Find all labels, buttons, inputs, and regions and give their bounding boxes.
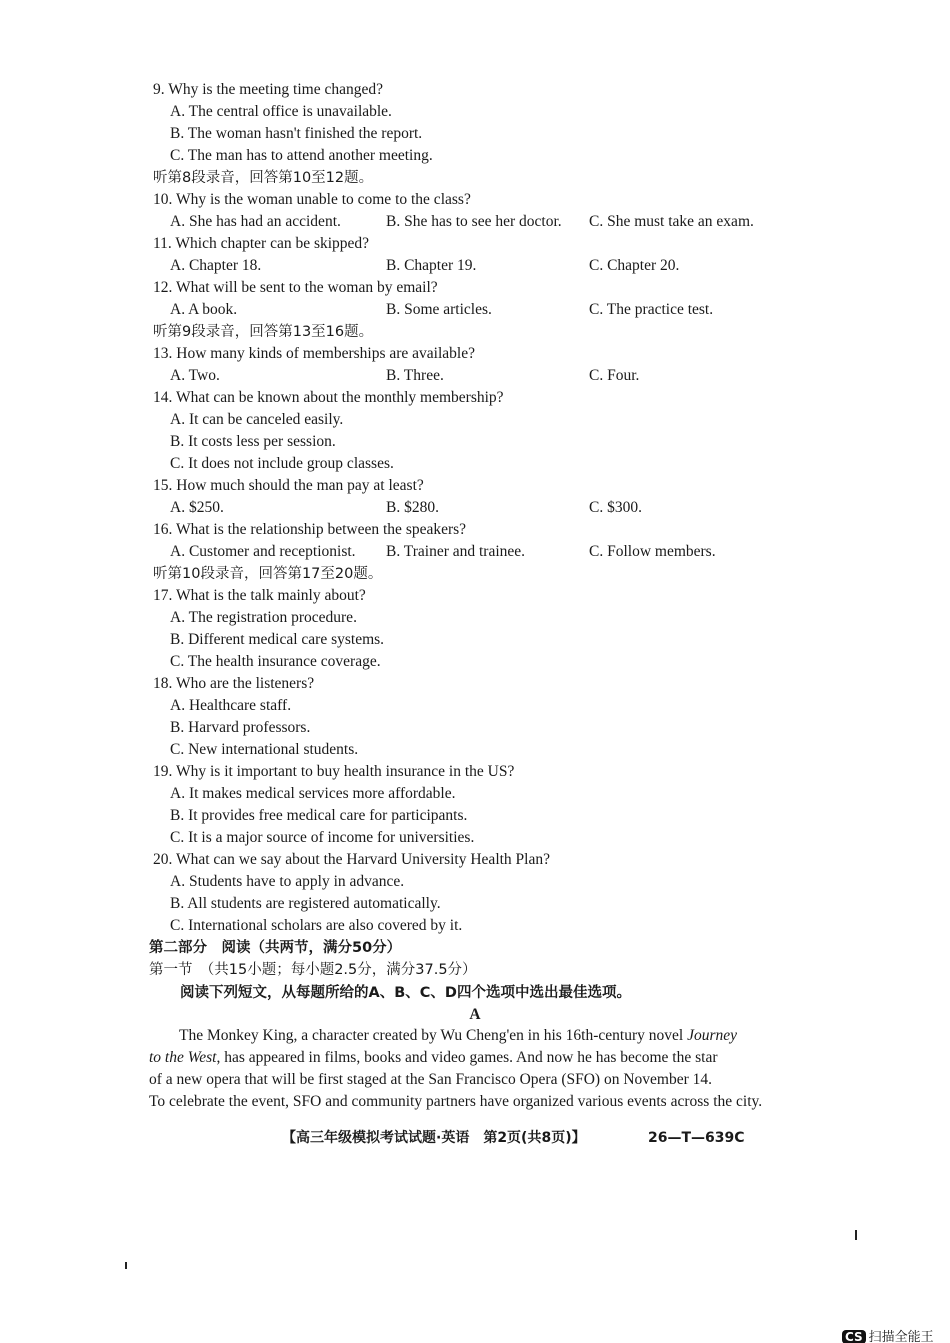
question-14-option-c: C. It does not include group classes. [170, 455, 394, 472]
question-15-option-a: A. $250. [170, 499, 224, 516]
question-10-option-c: C. She must take an exam. [589, 213, 754, 230]
question-18-option-b: B. Harvard professors. [170, 719, 311, 736]
passage-line-4: To celebrate the event, SFO and community partners have organized various events across the city. [149, 1093, 763, 1110]
passage-line-2-text: , has appeared in films, books and video games. And now he has become the star [216, 1049, 718, 1066]
question-18-option-c: C. New international students. [170, 741, 359, 758]
question-17-option-c: C. The health insurance coverage. [170, 653, 381, 670]
section-10-heading: 听第10段录音，回答第17至20题。 [153, 566, 383, 582]
reading-instruction: 阅读下列短文，从每题所给的A、B、C、D四个选项中选出最佳选项。 [180, 985, 631, 1001]
section-9-heading: 听第9段录音，回答第13至16题。 [153, 324, 374, 340]
novel-title-part-2: to the West [149, 1049, 217, 1066]
question-16-stem: 16. What is the relationship between the speakers? [153, 521, 467, 538]
question-9-stem: 9. Why is the meeting time changed? [153, 81, 383, 98]
question-19-option-a: A. It makes medical services more affordable. [170, 785, 456, 802]
passage-line-3: of a new opera that will be first staged at the San Francisco Opera (SFO) on November 14. [149, 1071, 713, 1088]
question-15-option-c: C. $300. [589, 499, 642, 516]
question-14-option-a: A. It can be canceled easily. [170, 411, 344, 428]
footer-title: 【高三年级模拟考试试题·英语 第2页(共8页)】 [282, 1130, 586, 1146]
part-2-heading: 第二部分 阅读（共两节，满分50分） [149, 940, 402, 956]
novel-title-part-1: Journey [687, 1027, 737, 1044]
question-15-stem: 15. How much should the man pay at least? [153, 477, 424, 494]
question-11-option-c: C. Chapter 20. [589, 257, 680, 274]
scanner-watermark-text: 扫描全能王 [868, 1330, 934, 1343]
question-17-option-b: B. Different medical care systems. [170, 631, 385, 648]
passage-line-2 [149, 1047, 769, 1069]
scan-mark [855, 1230, 857, 1240]
question-19-option-b: B. It provides free medical care for participants. [170, 807, 468, 824]
question-19-option-c: C. It is a major source of income for universities. [170, 829, 475, 846]
question-9-option-c: C. The man has to attend another meeting. [170, 147, 433, 164]
question-20-option-c: C. International scholars are also covered by it. [170, 917, 463, 934]
question-19-stem: 19. Why is it important to buy health insurance in the US? [153, 763, 515, 780]
question-12-option-c: C. The practice test. [589, 301, 714, 318]
question-13-option-a: A. Two. [170, 367, 220, 384]
question-11-option-b: B. Chapter 19. [386, 257, 477, 274]
question-13-stem: 13. How many kinds of memberships are available? [153, 345, 475, 362]
question-13-option-c: C. Four. [589, 367, 640, 384]
passage-line-1-text: The Monkey King, a character created by Wu Cheng'en in his 16th-century novel [179, 1027, 688, 1044]
question-12-option-a: A. A book. [170, 301, 238, 318]
question-9-option-b: B. The woman hasn't finished the report. [170, 125, 423, 142]
question-18-option-a: A. Healthcare staff. [170, 697, 292, 714]
question-16-option-c: C. Follow members. [589, 543, 716, 560]
question-10-option-b: B. She has to see her doctor. [386, 213, 562, 230]
question-9-option-a: A. The central office is unavailable. [170, 103, 392, 120]
question-12-option-b: B. Some articles. [386, 301, 492, 318]
scan-mark [125, 1262, 127, 1269]
question-18-stem: 18. Who are the listeners? [153, 675, 315, 692]
part-2-section-1-heading: 第一节 （共15小题；每小题2.5分，满分37.5分） [149, 962, 477, 978]
question-14-stem: 14. What can be known about the monthly membership? [153, 389, 504, 406]
question-14-option-b: B. It costs less per session. [170, 433, 336, 450]
question-11-option-a: A. Chapter 18. [170, 257, 262, 274]
question-20-option-a: A. Students have to apply in advance. [170, 873, 405, 890]
scanner-logo-icon: CS [842, 1330, 866, 1343]
question-15-option-b: B. $280. [386, 499, 439, 516]
question-10-stem: 10. Why is the woman unable to come to the class? [153, 191, 471, 208]
footer-code: 26—T—639C [648, 1130, 745, 1146]
question-10-option-a: A. She has had an accident. [170, 213, 341, 230]
question-16-option-b: B. Trainer and trainee. [386, 543, 526, 560]
question-17-option-a: A. The registration procedure. [170, 609, 357, 626]
question-20-option-b: B. All students are registered automatically. [170, 895, 441, 912]
question-17-stem: 17. What is the talk mainly about? [153, 587, 366, 604]
question-13-option-b: B. Three. [386, 367, 444, 384]
passage-line-1 [149, 1025, 769, 1047]
passage-label: A [469, 1006, 481, 1023]
scanner-watermark [842, 1326, 950, 1343]
question-11-stem: 11. Which chapter can be skipped? [153, 235, 370, 252]
question-16-option-a: A. Customer and receptionist. [170, 543, 356, 560]
question-12-stem: 12. What will be sent to the woman by email? [153, 279, 438, 296]
section-8-heading: 听第8段录音，回答第10至12题。 [153, 170, 374, 186]
question-20-stem: 20. What can we say about the Harvard University Health Plan? [153, 851, 550, 868]
